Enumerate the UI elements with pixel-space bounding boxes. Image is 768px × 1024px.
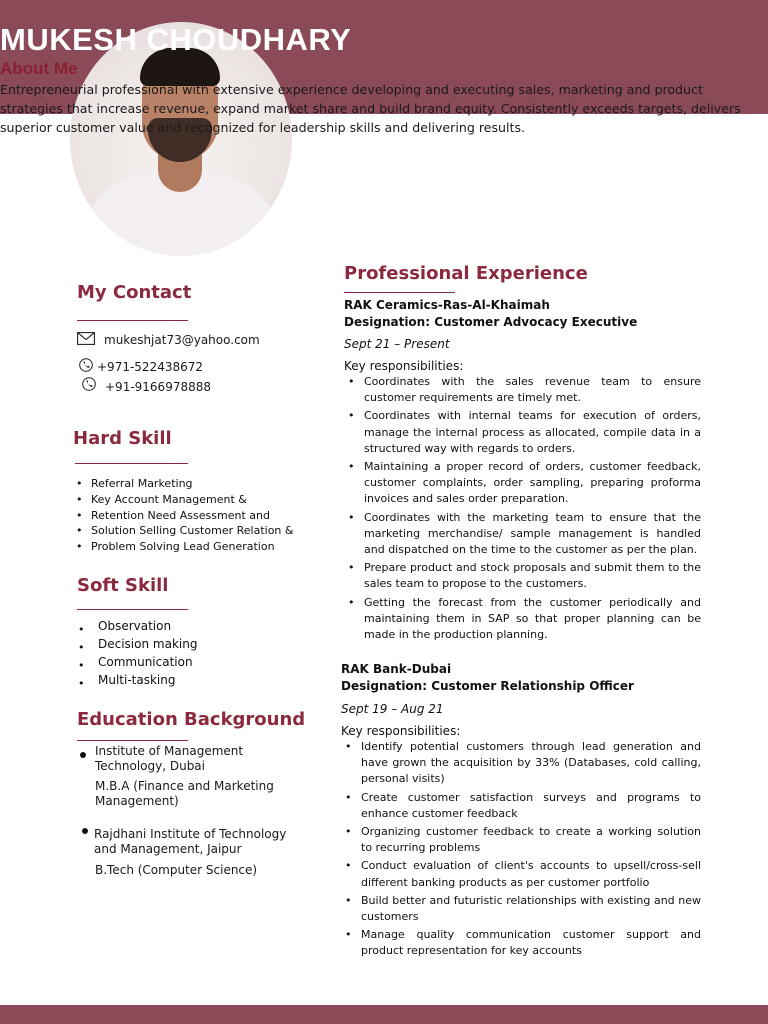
responsibility-item: • Coordinates with the sales revenue team to ensure customer requirements are timely met. xyxy=(344,374,701,406)
job-entry xyxy=(341,661,701,962)
hard-skill-rule xyxy=(75,463,188,464)
education-rule xyxy=(77,740,188,741)
responsibility-item: • Coordinates with the marketing team to ensure that the marketing merchandise/ sample management is handled and dispatched on the time to the customer as per the plan. xyxy=(344,510,701,559)
job-entry xyxy=(344,297,701,645)
education-institute-2: Rajdhani Institute of Technology and Management, Jaipur xyxy=(94,827,287,856)
job-responsibilities xyxy=(341,739,701,960)
soft-skill-title: Soft Skill xyxy=(77,575,169,596)
job-key-label: Key responsibilities: xyxy=(341,724,461,738)
soft-skill-list xyxy=(76,617,197,689)
hard-skill-title: Hard Skill xyxy=(73,428,172,449)
education-institute-1: Institute of Management Technology, Dubai xyxy=(95,744,244,773)
responsibility-item: • Identify potential customers through lead generation and have grown the acquisition by 33% (Databases, cold calling, personal visits) xyxy=(341,739,701,788)
hard-skill-item: • Retention Need Assessment and xyxy=(76,508,293,524)
about-text: Entrepreneurial professional with extensive experience developing and executing sales, marketing and product strategies that increase revenue, expand market share and build brand equity. Consistently exceeds targets, delivers superior customer value and recognized for leadership skills and delivering results. xyxy=(0,82,741,135)
experience-rule xyxy=(344,292,455,293)
job-company: RAK Bank-Dubai xyxy=(341,662,452,676)
hard-skill-item: • Solution Selling Customer Relation & xyxy=(76,523,293,539)
responsibility-item: • Manage quality communication customer support and product representation for key accounts xyxy=(341,927,701,959)
job-responsibilities xyxy=(344,374,701,643)
soft-skill-item: • Multi-tasking xyxy=(76,671,197,689)
about-title: About Me xyxy=(0,59,78,78)
responsibility-item: • Coordinates with internal teams for execution of orders, manage the internal process as allocated, compile data in a structured way with regards to orders. xyxy=(344,408,701,457)
education-title: Education Background xyxy=(77,709,306,730)
contact-phone-uae: +971-522438672 xyxy=(97,360,204,374)
responsibility-item: • Getting the forecast from the customer periodically and maintaining them in SAP so that proper planning can be made in the production planning. xyxy=(344,595,701,644)
phone-icon xyxy=(79,358,93,372)
job-designation: Designation: Customer Advocacy Executive xyxy=(344,315,638,329)
soft-skill-item: • Observation xyxy=(76,617,197,635)
hard-skill-item: • Key Account Management & xyxy=(76,492,293,508)
candidate-name: MUKESH CHOUDHARY xyxy=(0,22,352,57)
job-company: RAK Ceramics-Ras-Al-Khaimah xyxy=(344,298,550,312)
soft-skill-item: • Decision making xyxy=(76,635,197,653)
contact-rule xyxy=(77,320,188,321)
education-degree-2: B.Tech (Computer Science) xyxy=(95,863,258,877)
footer-band xyxy=(0,1005,768,1024)
responsibility-item: • Build better and futuristic relationships with existing and new customers xyxy=(341,893,701,925)
experience-title: Professional Experience xyxy=(344,263,588,284)
job-key-label: Key responsibilities: xyxy=(344,359,464,373)
hard-skill-list xyxy=(76,476,293,555)
contact-phone-india: +91-9166978888 xyxy=(105,380,212,394)
responsibility-item: • Create customer satisfaction surveys and programs to enhance customer feedback xyxy=(341,790,701,822)
responsibility-item: • Organizing customer feedback to create a working solution to recurring problems xyxy=(341,824,701,856)
responsibility-item: • Conduct evaluation of client's accounts to upsell/cross-sell different banking products as per customer portfolio xyxy=(341,858,701,890)
job-dates: Sept 21 – Present xyxy=(344,337,450,351)
envelope-icon xyxy=(77,332,95,345)
hard-skill-item: • Referral Marketing xyxy=(76,476,293,492)
soft-skill-rule xyxy=(77,609,188,610)
education-bullet xyxy=(80,752,86,758)
job-designation: Designation: Customer Relationship Officer xyxy=(341,679,634,693)
contact-title: My Contact xyxy=(77,282,192,303)
phone-icon xyxy=(82,377,96,391)
responsibility-item: • Maintaining a proper record of orders, customer feedback, customer complaints, order sampling, preparing proforma invoices and sales order preparation. xyxy=(344,459,701,508)
education-degree-1: M.B.A (Finance and Marketing Management) xyxy=(95,779,274,808)
contact-email[interactable]: mukeshjat73@yahoo.com xyxy=(104,333,260,347)
education-bullet xyxy=(82,828,88,834)
hard-skill-item: • Problem Solving Lead Generation xyxy=(76,539,293,555)
soft-skill-item: • Communication xyxy=(76,653,197,671)
responsibility-item: • Prepare product and stock proposals and submit them to the sales team to propose to the customers. xyxy=(344,560,701,592)
job-dates: Sept 19 – Aug 21 xyxy=(341,702,444,716)
